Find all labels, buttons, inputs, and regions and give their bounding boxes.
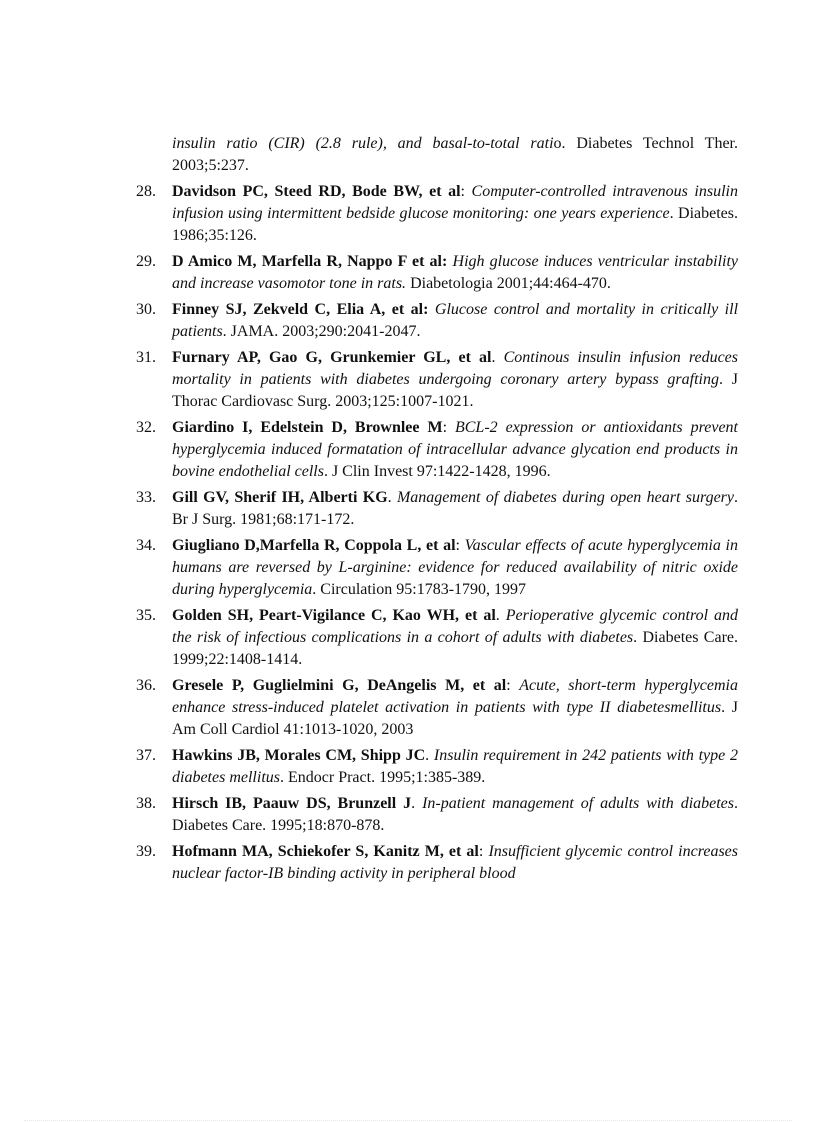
reference-continuation xyxy=(136,133,738,177)
reference-source: Diabetologia 2001;44:464-470. xyxy=(406,275,611,292)
reference-source: . Br J Surg. 1981;68:171-172. xyxy=(172,489,739,528)
reference-authors: Gresele P, Guglielmini G, DeAngelis M, et al xyxy=(172,677,507,694)
reference-title: Continous insulin infusion reduces mortality in patients with diabetes undergoing coronary artery bypass grafting xyxy=(172,349,739,388)
reference-item xyxy=(136,299,738,343)
reference-separator: : xyxy=(442,419,455,436)
reference-text xyxy=(172,605,738,671)
reference-separator: . xyxy=(495,607,506,624)
reference-number: 38. xyxy=(136,795,156,812)
reference-text xyxy=(172,347,738,413)
reference-authors: Hirsch IB, Paauw DS, Brunzell J xyxy=(172,795,412,812)
reference-list xyxy=(136,133,738,889)
reference-items xyxy=(136,181,738,885)
reference-item xyxy=(136,347,738,413)
reference-source: . Diabetes. 1986;35:126. xyxy=(172,205,739,244)
reference-source: . J Am Coll Cardiol 41:1013-1020, 2003 xyxy=(172,699,738,738)
reference-number: 28. xyxy=(136,183,156,200)
reference-number: 34. xyxy=(136,537,156,554)
reference-title: Perioperative glycemic control and the risk of infectious complications in a cohort of adults with diabetes xyxy=(172,607,739,646)
reference-number: 36. xyxy=(136,677,156,694)
reference-separator: : xyxy=(455,537,465,554)
reference-authors: Finney SJ, Zekveld C, Elia A, et al: xyxy=(172,301,429,318)
reference-text xyxy=(172,487,738,531)
reference-item xyxy=(136,841,738,885)
reference-source: . Diabetes Care. 1999;22:1408-1414. xyxy=(172,629,738,668)
reference-item xyxy=(136,251,738,295)
reference-title: Acute, short-term hyperglycemia enhance stress-induced platelet activation in patients with type II diabetesmellitus xyxy=(172,677,739,716)
reference-text xyxy=(172,841,738,885)
page-bottom-rule xyxy=(24,1120,792,1121)
reference-authors: Davidson PC, Steed RD, Bode BW, et al xyxy=(172,183,461,200)
reference-item xyxy=(136,605,738,671)
reference-title: Glucose control and mortality in critically ill patients xyxy=(172,301,739,340)
reference-separator: : xyxy=(478,843,489,860)
reference-text xyxy=(172,745,738,789)
reference-title: BCL-2 expression or antioxidants prevent hyperglycemia induced formatation of intracellular advance glycation end products in bovine endothelial cells xyxy=(172,419,738,480)
reference-text xyxy=(172,299,738,343)
reference-title: Computer-controlled intravenous insulin infusion using intermittent bedside glucose monitoring: one years experience xyxy=(172,183,738,222)
reference-authors: Gill GV, Sherif IH, Alberti KG xyxy=(172,489,388,506)
reference-number: 35. xyxy=(136,607,156,624)
reference-separator: : xyxy=(460,183,472,200)
reference-item xyxy=(136,745,738,789)
reference-number: 30. xyxy=(136,301,156,318)
reference-authors: Hawkins JB, Morales CM, Shipp JC xyxy=(172,747,426,764)
reference-text xyxy=(172,535,738,601)
reference-separator: . xyxy=(411,795,423,812)
reference-number: 31. xyxy=(136,349,156,366)
reference-item xyxy=(136,417,738,483)
continuation-title: insulin ratio (CIR) (2.8 rule), and basal-to-total rati xyxy=(172,135,554,152)
reference-separator: . xyxy=(491,349,504,366)
reference-authors: Giugliano D,Marfella R, Coppola L, et al xyxy=(172,537,456,554)
reference-number: 39. xyxy=(136,843,156,860)
reference-text xyxy=(172,417,738,483)
reference-authors: D Amico M, Marfella R, Nappo F et al: xyxy=(172,253,448,270)
continuation-source: o. Diabetes Technol Ther. 2003;5:237. xyxy=(172,135,738,174)
reference-number: 32. xyxy=(136,419,156,436)
reference-authors: Golden SH, Peart-Vigilance C, Kao WH, et al xyxy=(172,607,496,624)
reference-title: Insulin requirement in 242 patients with type 2 diabetes mellitus xyxy=(172,747,739,786)
reference-number: 37. xyxy=(136,747,156,764)
reference-source: . J Clin Invest 97:1422-1428, 1996. xyxy=(323,463,551,480)
reference-title: Vascular effects of acute hyperglycemia in humans are reversed by L-arginine: evidence for reduced availability of nitric oxide during hyperglycemia xyxy=(172,537,738,598)
reference-title: In-patient management of adults with diabetes xyxy=(422,795,735,812)
reference-item xyxy=(136,487,738,531)
reference-item xyxy=(136,793,738,837)
reference-separator: : xyxy=(506,677,520,694)
reference-authors: Furnary AP, Gao G, Grunkemier GL, et al xyxy=(172,349,492,366)
reference-title: Insufficient glycemic control increases nuclear factor-IB binding activity in peripheral blood xyxy=(172,843,739,882)
reference-source: . Diabetes Care. 1995;18:870-878. xyxy=(172,795,739,834)
reference-item xyxy=(136,675,738,741)
reference-source: . J Thorac Cardiovasc Surg. 2003;125:1007-1021. xyxy=(172,371,738,410)
reference-item xyxy=(136,535,738,601)
reference-item xyxy=(136,181,738,247)
reference-number: 33. xyxy=(136,489,156,506)
reference-authors: Giardino I, Edelstein D, Brownlee M xyxy=(172,419,443,436)
reference-text xyxy=(172,675,738,741)
reference-number: 29. xyxy=(136,253,156,270)
reference-title: Management of diabetes during open heart surgery xyxy=(396,489,735,506)
reference-source: . Endocr Pract. 1995;1:385-389. xyxy=(279,769,486,786)
reference-source: . JAMA. 2003;290:2041-2047. xyxy=(222,323,421,340)
reference-text xyxy=(172,793,738,837)
reference-title: High glucose induces ventricular instability and increase vasomotor tone in rats. xyxy=(172,253,739,292)
reference-separator: . xyxy=(425,747,434,764)
reference-separator: . xyxy=(387,489,397,506)
reference-source: . Circulation 95:1783-1790, 1997 xyxy=(312,581,527,598)
reference-authors: Hofmann MA, Schiekofer S, Kanitz M, et al xyxy=(172,843,479,860)
reference-text xyxy=(172,251,738,295)
reference-text xyxy=(172,181,738,247)
